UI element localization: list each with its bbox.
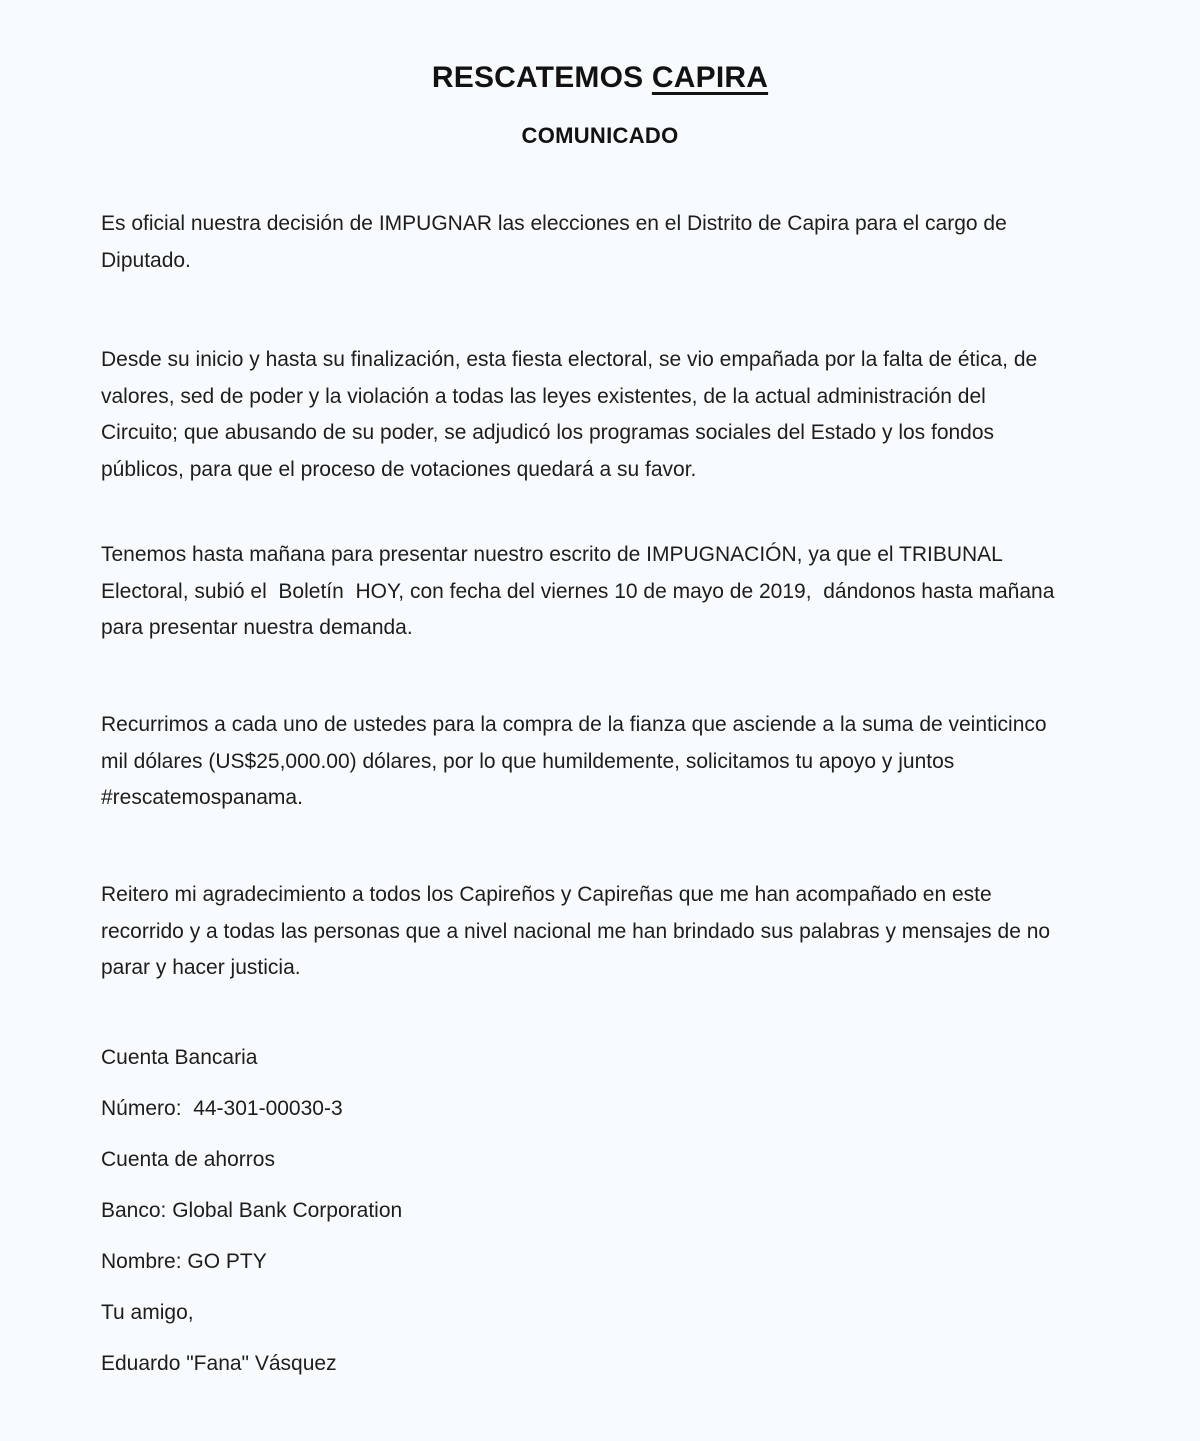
document-subtitle: COMUNICADO bbox=[521, 123, 679, 149]
bank-account-number: Número: 44-301-00030-3 bbox=[101, 1097, 343, 1120]
bank-details-heading: Cuenta Bancaria bbox=[101, 1046, 258, 1069]
page-title-emphasis: CAPIRA bbox=[651, 61, 769, 95]
paragraph-solicitud-fianza: Recurrimos a cada uno de ustedes para la compra de la fianza que asciende a la suma de veinticinco mil dólares (US$25,000.00) dólares, por lo que humildemente, solicitamos tu apoyo y juntos #rescatemospanama. bbox=[101, 713, 1053, 809]
paragraph-plazo-tribunal: Tenemos hasta mañana para presentar nuestro escrito de IMPUGNACIÓN, ya que el TRIBUNAL Electoral, subió el Boletín HOY, con fecha del viernes 10 de mayo de 2019, dándonos hasta mañana para presentar nuestra demanda. bbox=[101, 543, 1061, 639]
paragraph-agradecimiento: Reitero mi agradecimiento a todos los Capireños y Capireñas que me han acompañado en este recorrido y a todas las personas que a nivel nacional me han brindado sus palabras y mensajes de no parar y hacer justicia. bbox=[101, 883, 1056, 979]
paragraph-impugnacion-decision: Es oficial nuestra decisión de IMPUGNAR las elecciones en el Distrito de Capira para el cargo de Diputado. bbox=[101, 212, 1013, 272]
signature-closing: Tu amigo, bbox=[101, 1301, 194, 1324]
bank-account-holder: Nombre: GO PTY bbox=[101, 1250, 267, 1273]
paragraph-proceso-electoral: Desde su inicio y hasta su finalización, esta fiesta electoral, se vio empañada por la falta de ética, de valores, sed de poder y la violación a todas las leyes existentes, de la actual administración del Circuito; que abusando de su poder, se adjudicó los programas sociales del Estado y los fondos públicos, para que el proceso de votaciones quedará a su favor. bbox=[101, 348, 1044, 481]
signature-name: Eduardo "Fana" Vásquez bbox=[101, 1352, 337, 1375]
page-title bbox=[0, 60, 1200, 96]
bank-account-type: Cuenta de ahorros bbox=[101, 1148, 275, 1171]
page-title-prefix: RESCATEMOS bbox=[431, 61, 652, 95]
bank-name: Banco: Global Bank Corporation bbox=[101, 1199, 403, 1222]
